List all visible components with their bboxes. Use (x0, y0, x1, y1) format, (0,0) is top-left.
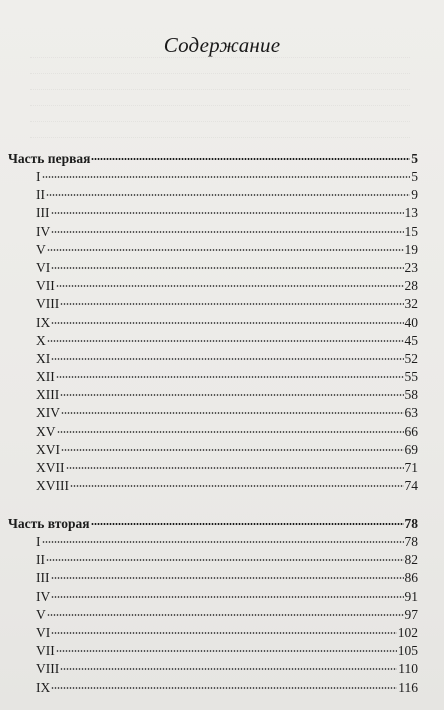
chapter-label: IX (36, 314, 51, 330)
chapter-page-number: 15 (404, 223, 418, 239)
toc-entry (8, 624, 418, 642)
part-label: Часть первая (8, 151, 91, 166)
dot-leader (51, 577, 404, 579)
dot-leader (51, 358, 403, 360)
dot-leader (51, 212, 404, 214)
chapter-page-number: 82 (404, 552, 418, 568)
chapter-page-number: 71 (404, 460, 418, 475)
page-title: Содержание (163, 33, 281, 57)
dot-leader (51, 231, 403, 233)
chapter-label: VII (36, 643, 55, 659)
dot-leader (70, 485, 404, 487)
dot-leader (61, 412, 404, 414)
chapter-page-number: 63 (404, 405, 418, 421)
chapter-list (8, 533, 418, 697)
toc-entry (8, 588, 418, 606)
dot-leader (51, 687, 397, 689)
chapter-page-number: 97 (404, 606, 418, 622)
toc-entry (8, 441, 418, 459)
part-label: Часть вторая (8, 516, 90, 531)
dot-leader (46, 194, 410, 196)
toc-part-heading (8, 514, 418, 533)
toc-entry (8, 350, 418, 368)
dot-leader (91, 158, 410, 160)
dot-leader (51, 632, 397, 634)
chapter-label: II (36, 552, 45, 568)
chapter-label: IV (36, 588, 51, 604)
toc-entry (8, 660, 418, 678)
dot-leader (61, 449, 404, 451)
toc-entry (8, 569, 418, 587)
toc-entry (8, 259, 418, 277)
chapter-label: VIII (36, 296, 60, 312)
chapter-page-number: 78 (404, 534, 418, 549)
chapter-page-number: 40 (404, 314, 418, 330)
dot-leader (51, 322, 403, 324)
toc-entry (8, 277, 418, 295)
toc-entry (8, 168, 418, 186)
toc-entry (8, 332, 418, 350)
chapter-page-number: 105 (397, 643, 418, 659)
chapter-page-number: 28 (404, 278, 418, 294)
chapter-page-number: 55 (404, 369, 418, 385)
chapter-page-number: 102 (397, 624, 418, 640)
chapter-label: XI (36, 350, 51, 366)
chapter-label: V (36, 606, 46, 622)
dot-leader (60, 394, 403, 396)
chapter-page-number: 45 (404, 332, 418, 348)
bleed-through-text (30, 44, 410, 140)
chapter-label: V (36, 241, 46, 257)
toc-entry (8, 533, 418, 551)
toc-entry (8, 423, 418, 441)
toc-entry (8, 386, 418, 404)
toc-entry (8, 314, 418, 332)
dot-leader (60, 303, 403, 305)
chapter-page-number: 13 (404, 205, 418, 221)
toc-entry (8, 223, 418, 241)
chapter-label: III (36, 570, 50, 586)
chapter-label: XII (36, 369, 55, 385)
toc-part-heading (8, 149, 418, 168)
dot-leader (47, 249, 404, 251)
dot-leader (42, 541, 404, 543)
dot-leader (56, 376, 404, 378)
chapter-label: VII (36, 278, 55, 294)
toc-entry (8, 459, 418, 477)
dot-leader (46, 559, 404, 561)
chapter-label: XVIII (36, 478, 69, 494)
toc-entry (8, 404, 418, 422)
chapter-label: XV (36, 423, 56, 439)
toc-entry (8, 295, 418, 313)
chapter-label: IX (36, 679, 51, 695)
chapter-page-number: 74 (404, 478, 418, 494)
chapter-page-number: 66 (404, 423, 418, 439)
chapter-label: X (36, 332, 46, 348)
toc-entry (8, 186, 418, 204)
chapter-label: VI (36, 624, 51, 640)
toc-part-2 (8, 514, 418, 697)
dot-leader (47, 340, 404, 342)
chapter-page-number: 91 (404, 588, 418, 604)
toc-entry (8, 241, 418, 259)
dot-leader (56, 285, 404, 287)
part-page-number: 78 (404, 516, 418, 531)
chapter-label: III (36, 205, 50, 221)
chapter-label: II (36, 187, 45, 203)
dot-leader (57, 431, 404, 433)
toc-entry (8, 368, 418, 386)
dot-leader (51, 267, 403, 269)
chapter-list (8, 168, 418, 495)
chapter-page-number: 110 (398, 661, 418, 677)
dot-leader (66, 467, 404, 469)
chapter-page-number: 23 (404, 259, 418, 275)
toc-part-1 (8, 149, 418, 495)
dot-leader (56, 650, 397, 652)
chapter-page-number: 58 (404, 387, 418, 403)
chapter-label: XVII (36, 460, 65, 475)
toc-entry (8, 679, 418, 697)
dot-leader (60, 668, 397, 670)
chapter-page-number: 52 (404, 350, 418, 366)
chapter-label: IV (36, 223, 51, 239)
dot-leader (47, 614, 404, 616)
toc-entry (8, 551, 418, 569)
chapter-page-number: 69 (404, 441, 418, 457)
chapter-page-number: 19 (404, 241, 418, 257)
chapter-page-number: 9 (411, 187, 418, 203)
chapter-page-number: 32 (404, 296, 418, 312)
dot-leader (42, 176, 411, 178)
toc-entry (8, 642, 418, 660)
toc-entry (8, 606, 418, 624)
toc-entry (8, 204, 418, 222)
dot-leader (51, 596, 403, 598)
chapter-page-number: 86 (404, 570, 418, 586)
chapter-page-number: 5 (411, 169, 418, 184)
part-page-number: 5 (411, 151, 418, 166)
toc-entry (8, 477, 418, 495)
chapter-label: VI (36, 259, 51, 275)
chapter-label: XIII (36, 387, 60, 403)
chapter-label: I (36, 534, 41, 549)
chapter-label: XIV (36, 405, 60, 421)
dot-leader (91, 523, 404, 525)
chapter-label: I (36, 169, 41, 184)
chapter-label: VIII (36, 661, 60, 677)
chapter-label: XVI (36, 441, 60, 457)
chapter-page-number: 116 (398, 679, 418, 695)
